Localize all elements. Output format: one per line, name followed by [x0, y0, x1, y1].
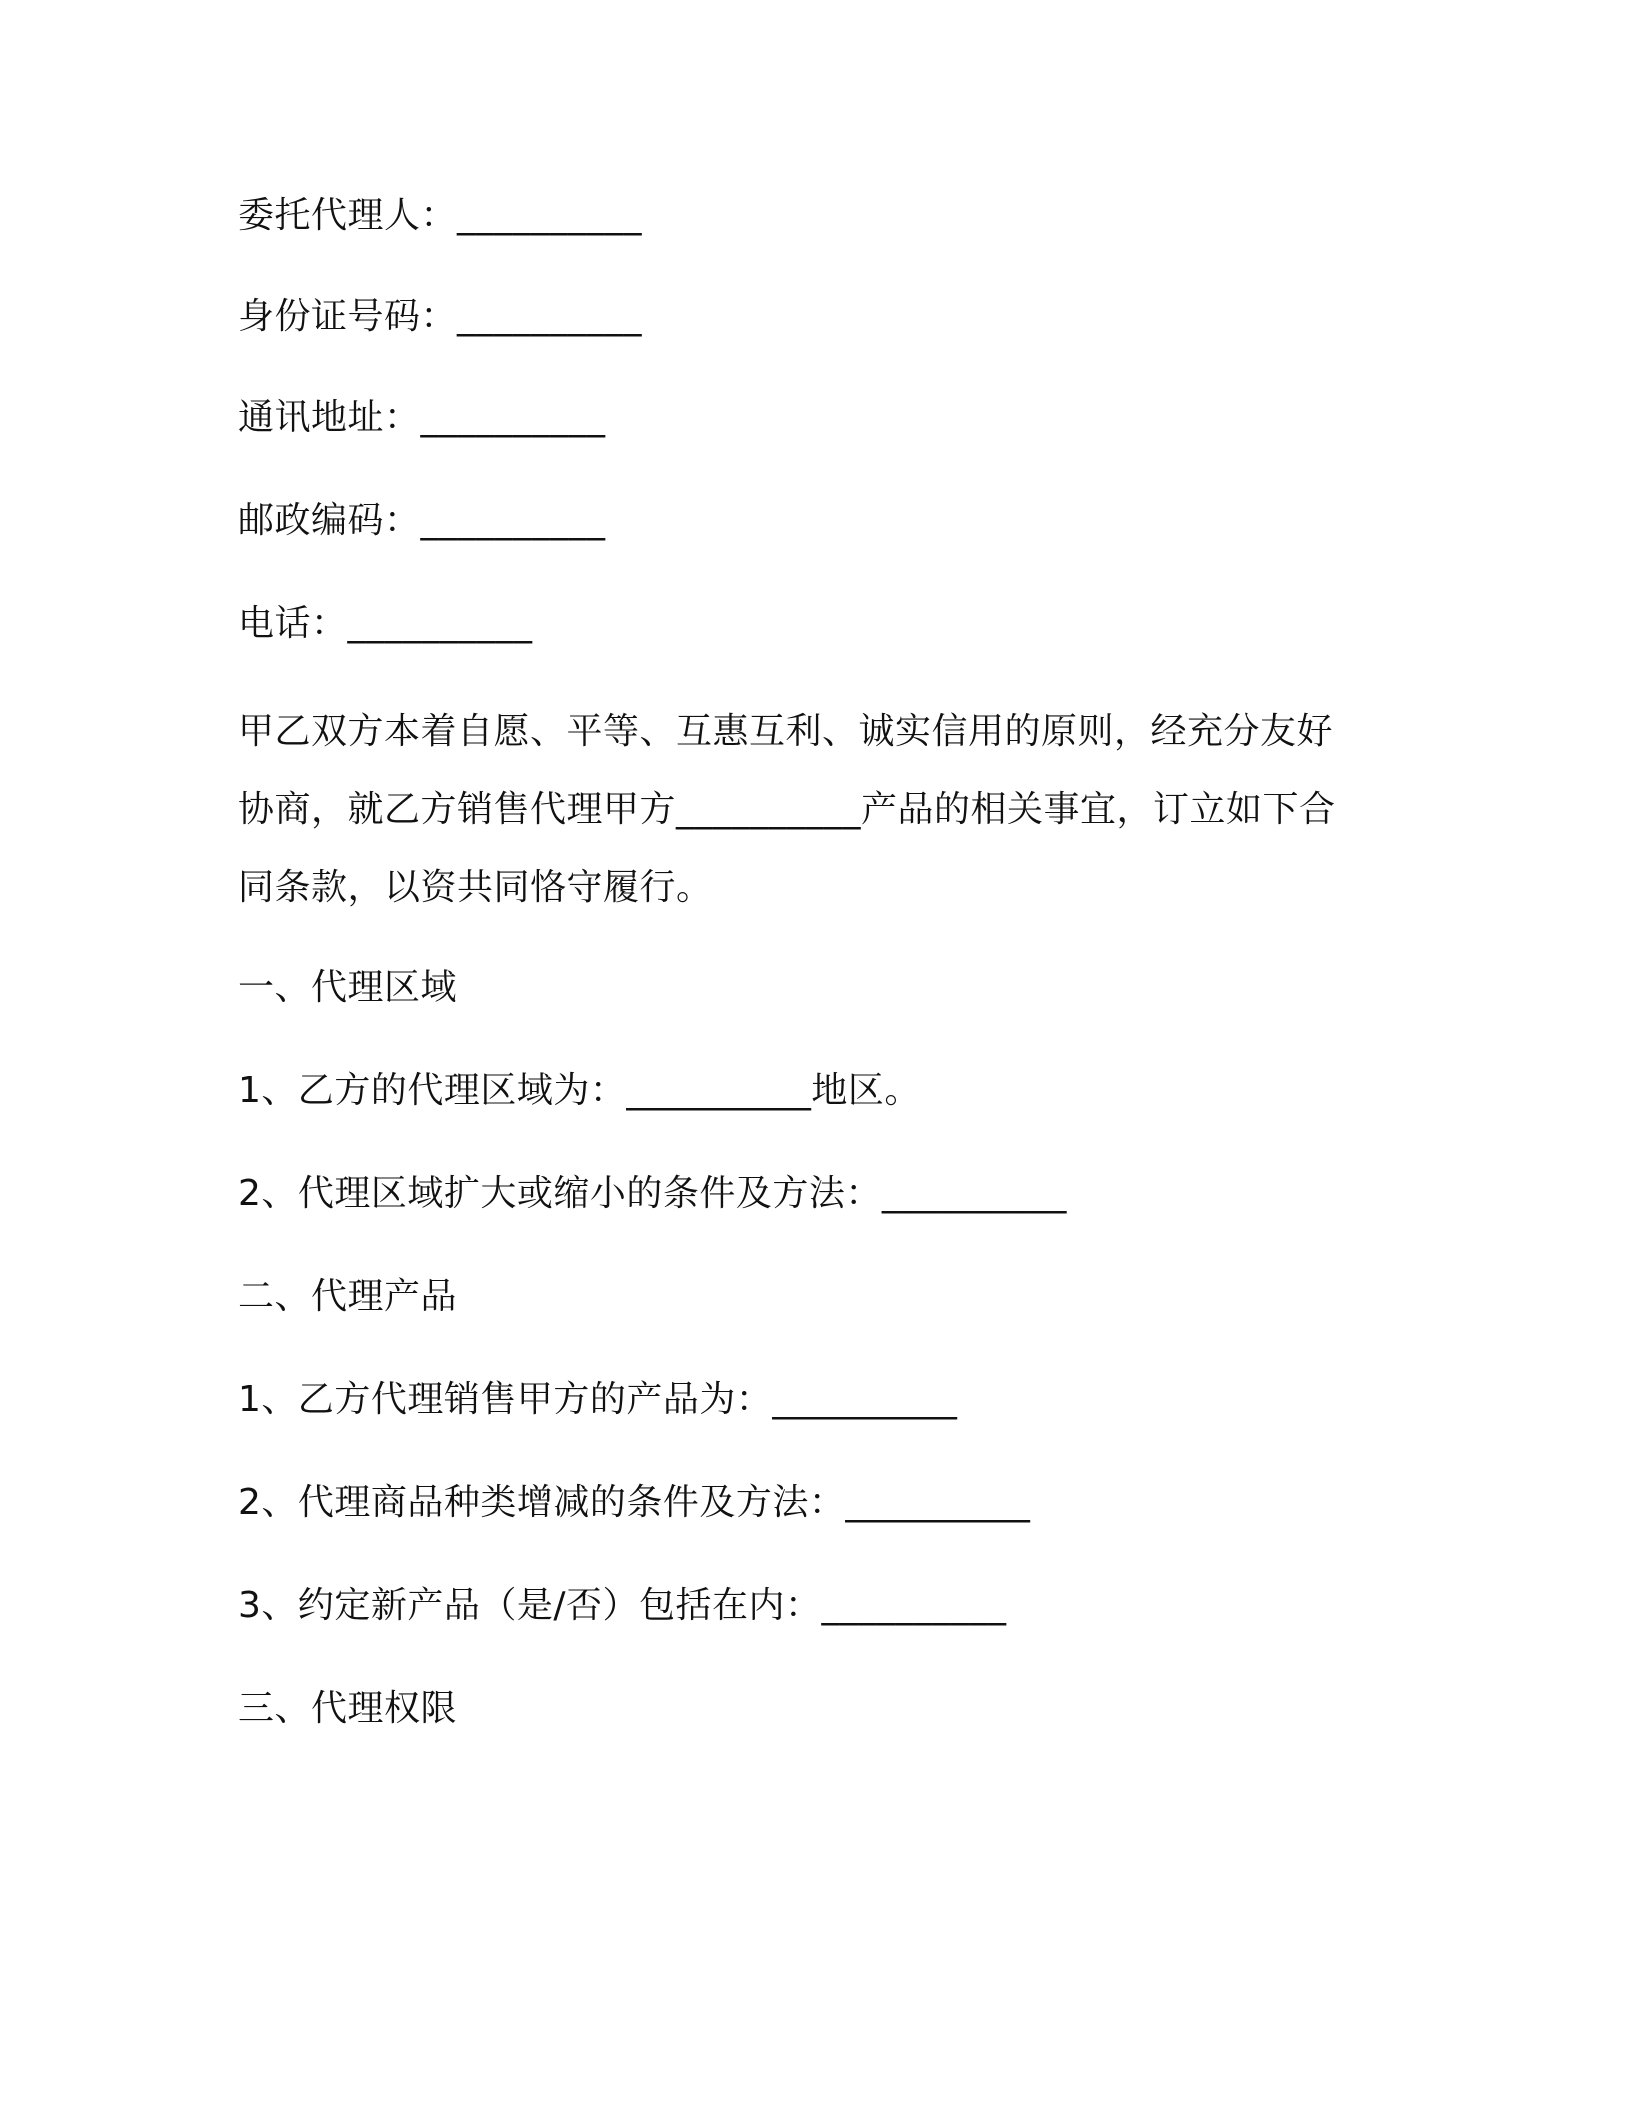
clause-item: 2、代理区域扩大或缩小的条件及方法：__________ [238, 1173, 1067, 1214]
section-heading-products: 二、代理产品 [238, 1276, 458, 1317]
field-postal-code: 邮政编码：__________ [238, 500, 606, 541]
clause-item: 3、约定新产品（是/否）包括在内：__________ [238, 1585, 1007, 1626]
field-agent: 委托代理人：__________ [238, 195, 643, 236]
clause-item: 1、乙方的代理区域为：__________地区。 [238, 1070, 921, 1111]
intro-line: 同条款，以资共同恪守履行。 [238, 867, 713, 908]
intro-line: 协商，就乙方销售代理甲方__________产品的相关事宜，订立如下合 [238, 789, 1336, 830]
clause-item: 1、乙方代理销售甲方的产品为：__________ [238, 1379, 958, 1420]
field-id-number: 身份证号码：__________ [238, 296, 643, 337]
field-address: 通讯地址：__________ [238, 397, 606, 438]
clause-item: 2、代理商品种类增减的条件及方法：__________ [238, 1482, 1031, 1523]
intro-paragraph [238, 693, 1368, 927]
field-phone: 电话：__________ [238, 603, 533, 644]
section-heading-region: 一、代理区域 [238, 967, 458, 1008]
section-heading-authority: 三、代理权限 [238, 1688, 458, 1729]
intro-line: 甲乙双方本着自愿、平等、互惠互利、诚实信用的原则，经充分友好 [238, 711, 1334, 752]
